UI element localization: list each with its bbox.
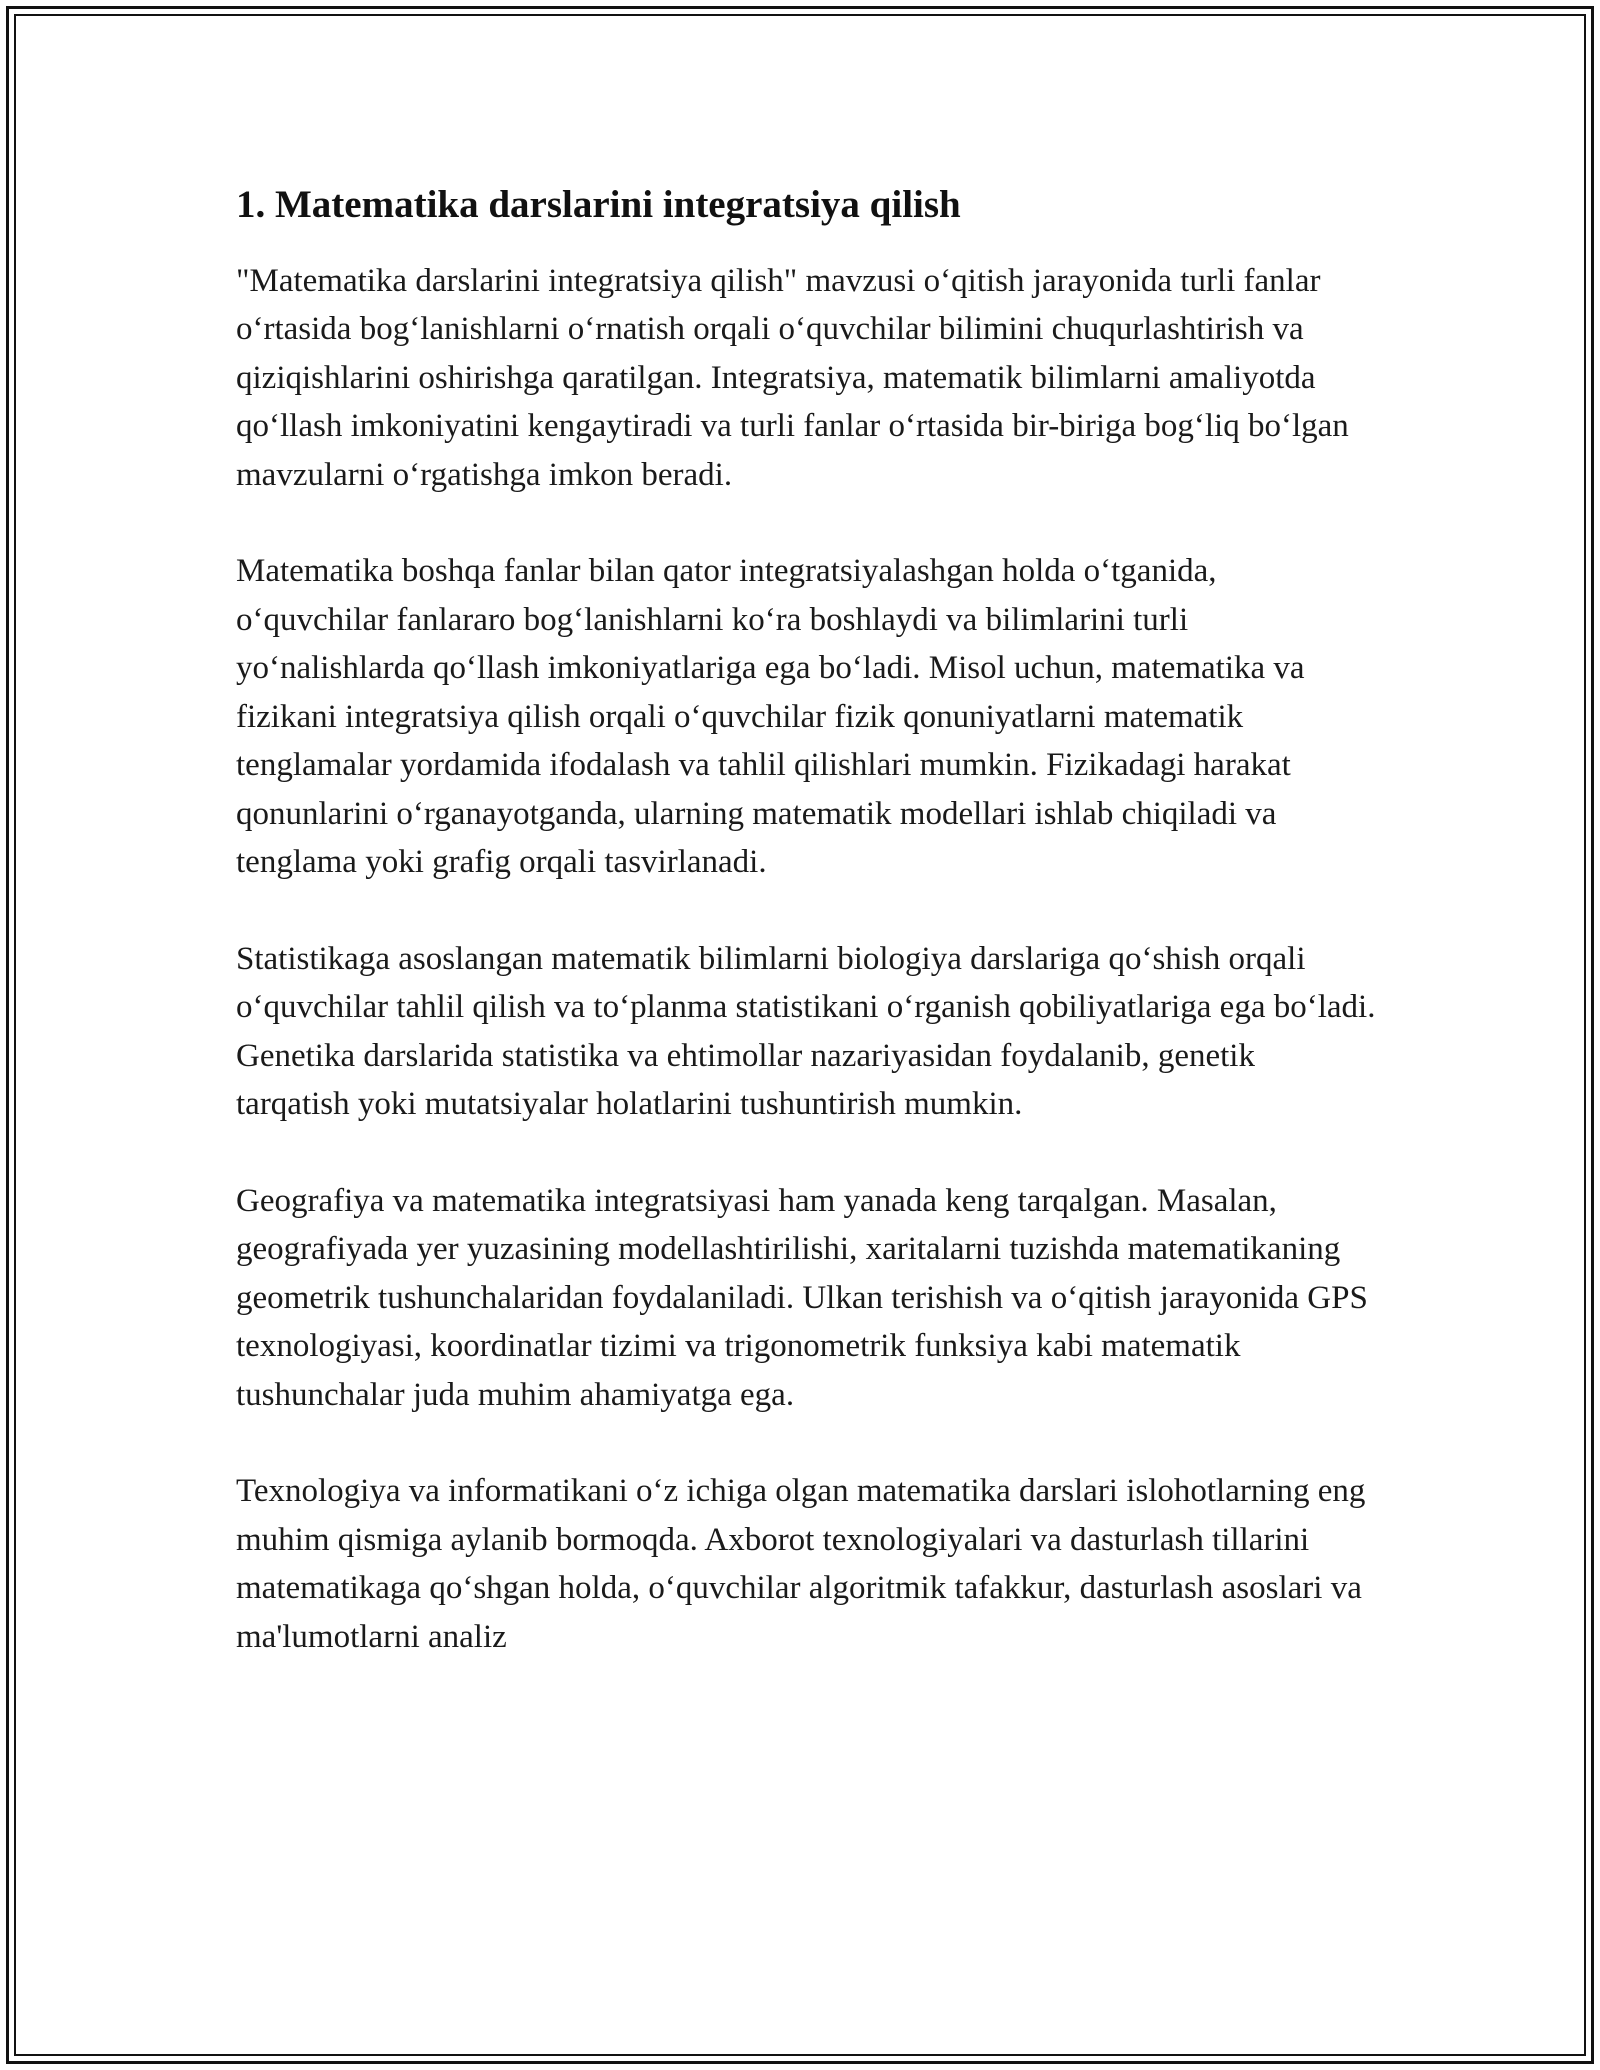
paragraph-5: Texnologiya va informatikani oʻz ichiga olgan matematika darslari islohotlarning eng muhim qismiga aylanib bormoqda. Axborot texnologiyalari va dasturlash tillarini matematikaga qoʻshgan holda, oʻquvchilar algoritmik tafakkur, dasturlash asoslari va ma'lumotlarni analiz: [236, 1473, 1366, 1655]
paragraph-2: Matematika boshqa fanlar bilan qator integratsiyalashgan holda oʻtganida, oʻquvchilar fanlararo bogʻlanishlarni koʻra boshlaydi va bilimlarini turli yoʻnalishlarda qoʻllash imkoniyatlariga ega boʻladi. Misol uchun, matematika va fizikani integratsiya qilish orqali oʻquvchilar fizik qonuniyatlarni matematik tenglamalar yordamida ifodalash va tahlil qilishlari mumkin. Fizikadagi harakat qonunlarini oʻrganayotganda, ularning matematik modellari ishlab chiqiladi va tenglama yoki grafig orqali tasvirlanadi.: [236, 553, 1305, 881]
paragraph-3: Statistikaga asoslangan matematik bilimlarni biologiya darslariga qoʻshish orqali oʻquvchilar tahlil qilish va toʻplanma statistikani oʻrganish qobiliyatlariga ega boʻladi. Genetika darslarida statistika va ehtimollar nazariyasidan foydalanib, genetik tarqatish yoki mutatsiyalar holatlarini tushuntirish mumkin.: [236, 940, 1376, 1123]
section-heading: 1. Matematika darslarini integratsiya qilish: [236, 183, 961, 226]
paragraph-4: Geografiya va matematika integratsiyasi ham yanada keng tarqalgan. Masalan, geografiyada yer yuzasining modellashtirilishi, xaritalarni tuzishda matematikaning geometrik tushunchalaridan foydalaniladi. Ulkan terishish va oʻqitish jarayonida GPS texnologiyasi, koordinatlar tizimi va trigonometrik funksiya kabi matematik tushunchalar juda muhim ahamiyatga ega.: [236, 1182, 1368, 1413]
paragraph-1: "Matematika darslarini integratsiya qilish" mavzusi oʻqitish jarayonida turli fanlar oʻrtasida bogʻlanishlarni oʻrnatish orqali oʻquvchilar bilimini chuqurlashtirish va qiziqishlarini oshirishga qaratilgan. Integratsiya, matematik bilimlarni amaliyotda qoʻllash imkoniyatini kengaytiradi va turli fanlar oʻrtasida bir-biriga bogʻliq boʻlgan mavzularni oʻrgatishga imkon beradi.: [236, 262, 1349, 493]
document-body: [236, 180, 1376, 1709]
